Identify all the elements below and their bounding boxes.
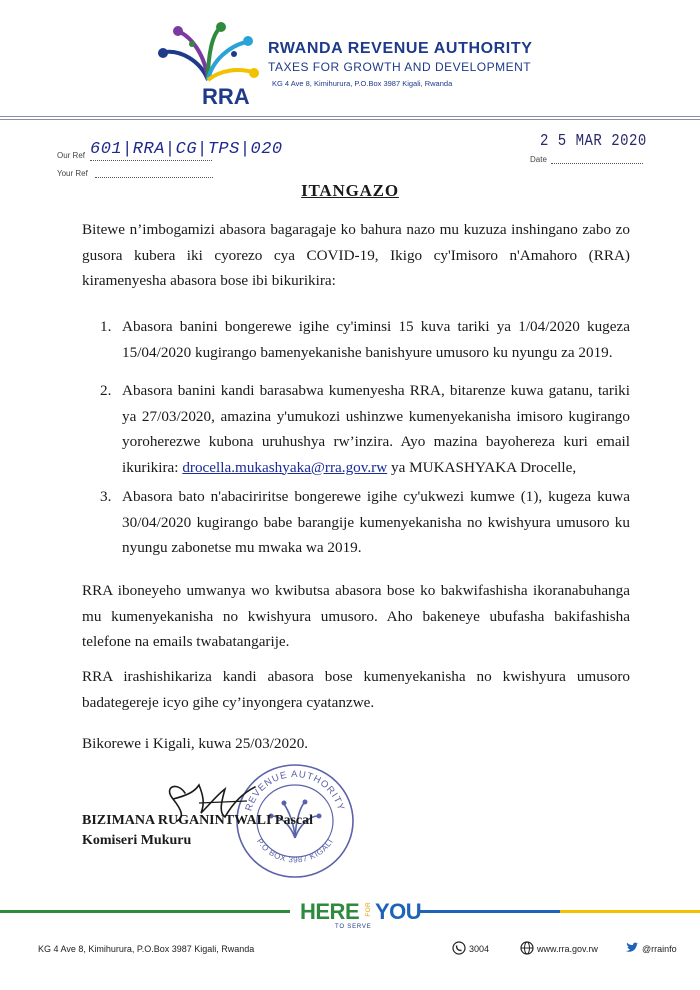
closing-line: Bikorewe i Kigali, kuwa 25/03/2020. <box>82 735 309 752</box>
globe-icon <box>520 941 534 955</box>
slogan-for: FOR <box>365 902 372 917</box>
date-line <box>551 163 643 164</box>
header-divider-2 <box>0 119 700 120</box>
header-divider <box>0 116 700 117</box>
seal-bottom-text: P.O BOX 3987 KIGALI <box>254 837 336 865</box>
date-stamp: 2 5 MAR 2020 <box>540 132 647 152</box>
slogan-subtitle: TO SERVE <box>335 924 372 930</box>
list-item-3: Abasora bato n'abaciriritse bongerewe igihe cy'ukwezi kumwe (1), kugeza kuwa 30/04/2020 kugirango babe barangije kumenyekanisha no kwishyura umusoro ku nyungu zabonetse mu mwaka wa 2019. <box>122 488 630 556</box>
signatory-title: Komiseri Mukuru <box>82 833 192 848</box>
slogan-you: YOU <box>375 899 422 924</box>
list-item-1: Abasora banini bongerewe igihe cy'iminsi 15 kuva tariki ya 1/04/2020 kugeza 15/04/2020 kugirango bamenyekanishe banishyure umusoro ku nyungu za 2019. <box>122 318 630 361</box>
twitter-icon <box>625 941 639 955</box>
footer-twitter[interactable]: @rrainfo <box>642 944 677 954</box>
list-item-2-text: Abasora banini kandi barasabwa kumenyesha RRA, bitarenze kuwa gatanu, tariki ya 27/03/2020, amazina y'umukozi ushinzwe kumenyekanisha imisoro kugirango yoroherezwe kubona uruhushya rw’inzira. Ayo mazina bayohereza kuri email ikurikira: <box>122 382 630 476</box>
reminder-paragraph: RRA iboneyeho umwanya wo kwibutsa abasora bose ko bakwifashisha ikoranabuhanga mu kumenyekanisha no kwishyura umusoro. Aho bakeneye ubufasha bakifashisha telefone na emails twabatangarije. <box>82 582 630 650</box>
organization-tagline: TAXES FOR GROWTH AND DEVELOPMENT <box>268 60 532 74</box>
footer-phone: 3004 <box>469 944 490 954</box>
footer-stripe-yellow <box>560 910 700 913</box>
footer-website[interactable]: www.rra.gov.rw <box>537 944 598 954</box>
document-title: ITANGAZO <box>301 181 399 200</box>
our-ref-label: Our Ref <box>57 151 86 160</box>
list-number-3: 3. <box>100 488 112 505</box>
slogan-here: HERE <box>300 899 360 924</box>
phone-icon <box>452 941 466 955</box>
list-number-2: 2. <box>100 382 112 399</box>
your-ref-label: Your Ref <box>57 169 88 178</box>
organization-address: KG 4 Ave 8, Kimihurura, P.O.Box 3987 Kigali, Rwanda <box>272 79 453 88</box>
intro-paragraph: Bitewe n’imbogamizi abasora bagaragaje ko bahura nazo mu kuzuza inshingano zabo zo gusora kubera iki cyorezo cya COVID-19, Ikigo cy'Imisoro n'Amahoro (RRA) kiramenyesha abasora bose ibi bikurikira: <box>82 221 630 289</box>
contact-email-link[interactable]: drocella.mukashyaka@rra.gov.rw <box>182 458 388 476</box>
signatory-name: BIZIMANA RUGANINTWALI Pascal <box>82 813 314 828</box>
footer-stripe-green <box>0 910 290 913</box>
logo-text: RRA <box>202 84 250 109</box>
date-label: Date <box>530 155 547 164</box>
seal-top-text: REVENUE AUTHORITY <box>243 768 347 813</box>
svg-text:P.O BOX 3987 KIGALI <box>255 837 335 864</box>
organization-name: RWANDA REVENUE AUTHORITY <box>268 40 533 57</box>
list-item-2 <box>122 378 630 480</box>
our-ref-line <box>90 160 212 161</box>
encouragement-paragraph: RRA irashishikariza kandi abasora bose kumenyekanisha no kwishyura umusoro badategereje icyo gihe cy’inyongera cyatanzwe. <box>82 668 630 711</box>
rra-logo <box>150 20 265 110</box>
list-number-1: 1. <box>100 318 112 335</box>
our-ref-value: 601|RRA|CG|TPS|020 <box>90 140 283 159</box>
list-item-2-contact: ya MUKASHYAKA Drocelle, <box>387 458 577 476</box>
footer-address: KG 4 Ave 8, Kimihurura, P.O.Box 3987 Kigali, Rwanda <box>38 944 255 954</box>
your-ref-line <box>95 177 213 178</box>
